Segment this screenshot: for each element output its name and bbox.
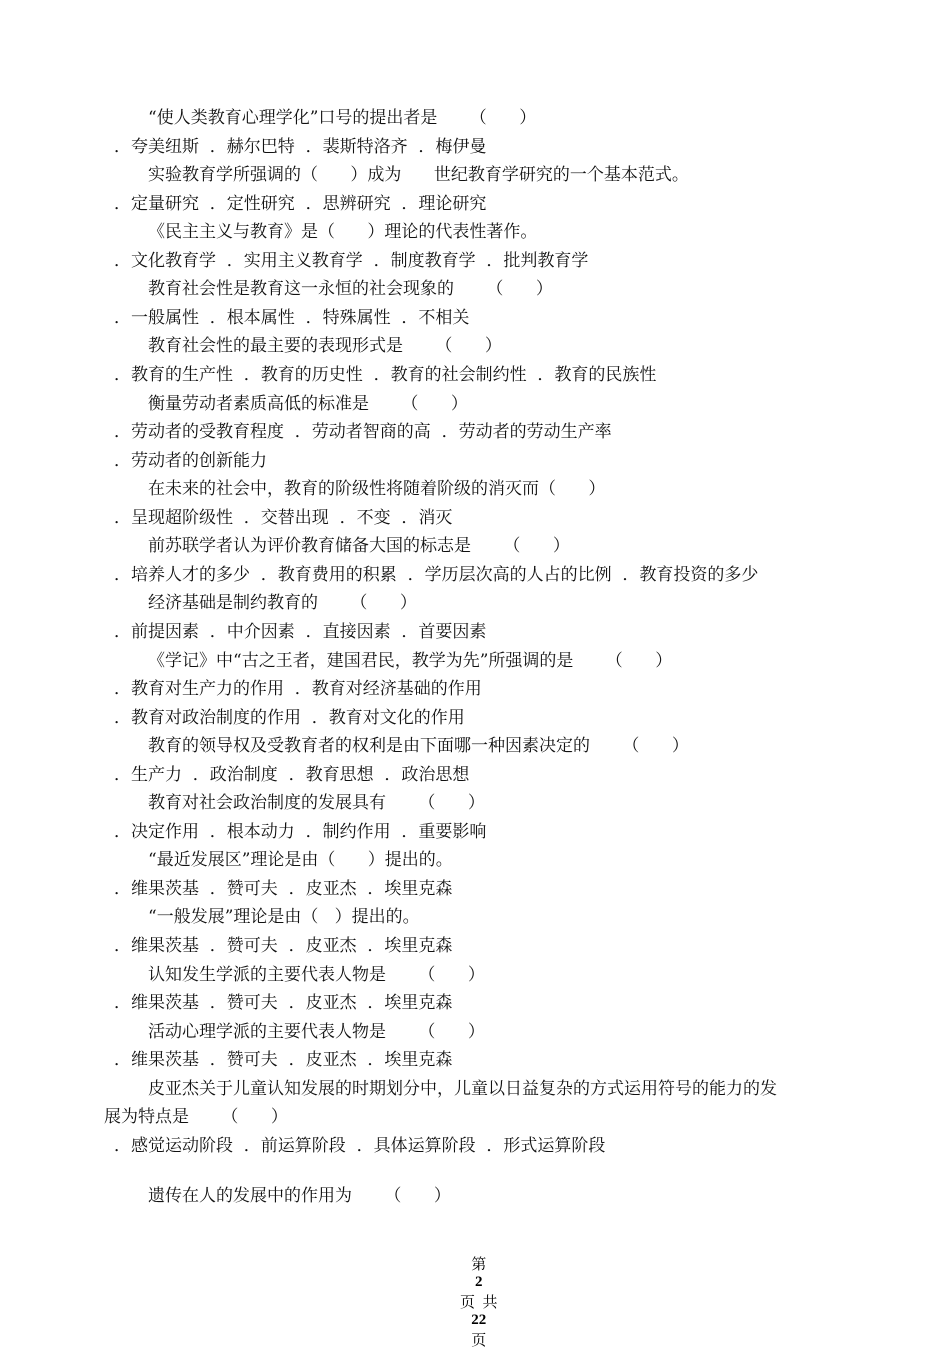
answer-options-line: ．劳动者的受教育程度 ．劳动者智商的高 ．劳动者的劳动生产率 bbox=[114, 422, 612, 443]
question-line: 活动心理学派的主要代表人物是 （ ） bbox=[148, 1021, 485, 1042]
answer-options-line: ．维果茨基 ．赞可夫 ．皮亚杰 ．埃里克森 bbox=[114, 878, 453, 899]
answer-options-line: ．一般属性 ．根本属性 ．特殊属性 ．不相关 bbox=[114, 307, 470, 328]
question-line: 实验教育学所强调的（ ）成为 世纪教育学研究的一个基本范式。 bbox=[148, 165, 689, 186]
question-line: 遗传在人的发展中的作用为 （ ） bbox=[148, 1185, 451, 1206]
question-line: “一般发展”理论是由（ ）提出的。 bbox=[148, 907, 420, 928]
answer-options-line: ．夸美纽斯 ．赫尔巴特 ．裴斯特洛齐 ．梅伊曼 bbox=[114, 136, 487, 157]
answer-options-line: ．教育对生产力的作用 ．教育对经济基础的作用 bbox=[114, 679, 482, 699]
question-line: “使人类教育心理学化”口号的提出者是 （ ） bbox=[148, 108, 537, 128]
question-line: 衡量劳动者素质高低的标准是 （ ） bbox=[148, 393, 468, 414]
footer-prefix: 第 bbox=[471, 1257, 487, 1273]
question-line: 经济基础是制约教育的 （ ） bbox=[148, 593, 417, 614]
answer-options-line: ．呈现超阶级性 ．交替出现 ．不变 ．消灭 bbox=[114, 507, 453, 528]
answer-options-line: ．劳动者的创新能力 bbox=[114, 450, 267, 471]
question-line: 皮亚杰关于儿童认知发展的时期划分中，儿童以日益复杂的方式运用符号的能力的发 bbox=[148, 1078, 777, 1099]
answer-options-line: ．维果茨基 ．赞可夫 ．皮亚杰 ．埃里克森 bbox=[114, 1050, 453, 1071]
footer-suffix: 页 bbox=[471, 1333, 487, 1349]
page-footer bbox=[0, 1236, 950, 1350]
question-line: 《民主主义与教育》是（ ）理论的代表性著作。 bbox=[148, 222, 538, 243]
question-line: “最近发展区”理论是由（ ）提出的。 bbox=[148, 850, 453, 871]
answer-options-line: ．前提因素 ．中介因素 ．直接因素 ．首要因素 bbox=[114, 621, 487, 642]
question-line: 教育社会性是教育这一永恒的社会现象的 （ ） bbox=[148, 279, 553, 300]
answer-options-line: ．文化教育学 ．实用主义教育学 ．制度教育学 ．批判教育学 bbox=[114, 250, 589, 271]
question-line: 教育对社会政治制度的发展具有 （ ） bbox=[148, 793, 485, 814]
question-line: 教育的领导权及受教育者的权利是由下面哪一种因素决定的 （ ） bbox=[148, 736, 689, 757]
question-line: 展为特点是 （ ） bbox=[104, 1107, 288, 1128]
answer-options-line: ．定量研究 ．定性研究 ．思辨研究 ．理论研究 bbox=[114, 193, 487, 214]
question-line: 在未来的社会中，教育的阶级性将随着阶级的消灭而（ ） bbox=[148, 479, 606, 500]
question-line: 认知发生学派的主要代表人物是 （ ） bbox=[148, 964, 485, 985]
question-line: 《学记》中“古之王者，建国君民，教学为先”所强调的是 （ ） bbox=[148, 650, 673, 671]
answer-options-line: ．生产力 ．政治制度 ．教育思想 ．政治思想 bbox=[114, 764, 470, 785]
answer-options-line: ．维果茨基 ．赞可夫 ．皮亚杰 ．埃里克森 bbox=[114, 936, 453, 956]
answer-options-line: ．培养人才的多少 ．教育费用的积累 ．学历层次高的人占的比例 ．教育投资的多少 bbox=[114, 564, 759, 585]
answer-options-line: ．维果茨基 ．赞可夫 ．皮亚杰 ．埃里克森 bbox=[114, 993, 453, 1014]
footer-middle: 页 共 bbox=[459, 1295, 498, 1311]
answer-options-line: ．感觉运动阶段 ．前运算阶段 ．具体运算阶段 ．形式运算阶段 bbox=[114, 1135, 606, 1156]
answer-options-line: ．决定作用 ．根本动力 ．制约作用 ．重要影响 bbox=[114, 821, 487, 842]
answer-options-line: ．教育的生产性 ．教育的历史性 ．教育的社会制约性 ．教育的民族性 bbox=[114, 364, 657, 385]
question-line: 教育社会性的最主要的表现形式是 （ ） bbox=[148, 336, 502, 357]
footer-total-pages: 22 bbox=[471, 1312, 487, 1328]
answer-options-line: ．教育对政治制度的作用 ．教育对文化的作用 bbox=[114, 707, 465, 728]
footer-page-number: 2 bbox=[475, 1274, 483, 1290]
question-line: 前苏联学者认为评价教育储备大国的标志是 （ ） bbox=[148, 536, 570, 557]
